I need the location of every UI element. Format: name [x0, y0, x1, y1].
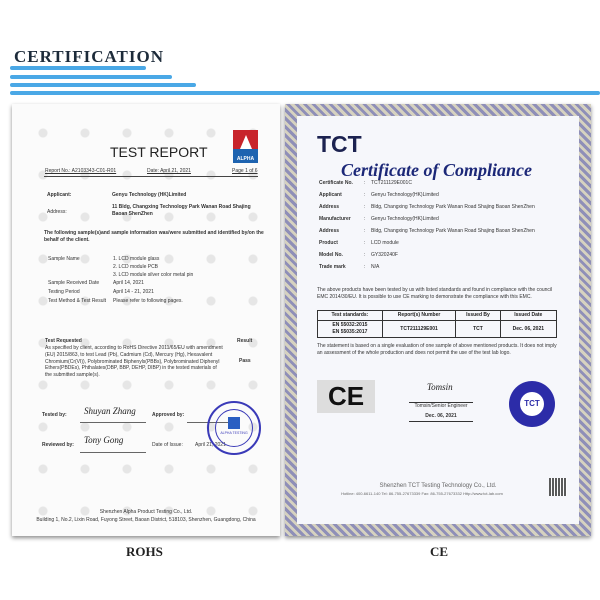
field-value: Genyu Technology(HK)Limited: [371, 216, 439, 222]
field-value: N/A: [371, 264, 380, 270]
ce-certificate: TCT Certificate of Compliance Certificate No. : TCT211129E001C Applicant : Genyu Technology(HK)Limited Address : Bldg, Changxing Technology Park Wanan Road Shajing Baoan ShenZhen Manufacturer : Genyu Technology(HK)Limited Address : Bldg, Changxing Technology Park Wanan Road Shajing Baoan ShenZhen Product : LCD module Model No. : GY320240F Trade mark : N/A The above products have been tested by us with listed standards and found in compliance with the council EMC 2014/30/EU. It is possible to use CE marking to demonstrate the compliance with this EMC. Test standards: Report(s) Number Issued By Issued Date EN 55032:2015 EN 55035:2017 TCT211129E001 TCT Dec. 06, 2021 The statement is based on a single evaluation of one sample of above mentioned products. It does not imply an assessment of the whole production and does not permit the use of the test lab logo. CE Tomsin Tomsin/Senior Engineer Dec. 06, 2021 TCT Shenzhen TCT Testing Technology Co., Ltd. Hotline: 400-6611-140 Tel: 86-755-27673339 Fax: 86-755-27673332 Http://www.tct-lab.com: [285, 104, 591, 536]
decorative-bar: [10, 66, 146, 70]
tct-seal: TCT: [509, 381, 555, 427]
field-value: Bldg, Changxing Technology Park Wanan Road Shajing Baoan ShenZhen: [371, 204, 535, 210]
alpha-logo: ALPHA: [233, 130, 258, 163]
tct-logo: TCT: [317, 131, 362, 157]
field-label: Trade mark: [319, 264, 346, 270]
field-colon: :: [364, 180, 366, 186]
field-colon: :: [364, 204, 366, 210]
decorative-bar: [10, 83, 196, 87]
field-colon: :: [364, 252, 366, 258]
qr-code: [549, 478, 567, 496]
field-value: TCT211129E001C: [371, 180, 412, 186]
standards-table: Test standards: Report(s) Number Issued By Issued Date EN 55032:2015 EN 55035:2017 TCT211129E001 TCT Dec. 06, 2021: [317, 310, 557, 338]
field-label: Applicant: [319, 192, 342, 198]
field-colon: :: [364, 264, 366, 270]
field-colon: :: [364, 192, 366, 198]
field-value: GY320240F: [371, 252, 398, 258]
field-label: Address: [319, 228, 340, 234]
field-label: Certificate No.: [319, 180, 353, 186]
alpha-stamp: ALPHA TESTING: [207, 401, 261, 455]
field-colon: :: [364, 228, 366, 234]
caption-ce: CE: [430, 544, 449, 559]
rohs-test-report: ALPHA TEST REPORT Report No.: A2103343-C01-R01 Date: April 21, 2021 Page 1 of 6 Applicant: Genyu Technology (HK)Limited Address: 11 Bldg, Changxing Technology Park Wanan Road Shajing Baoan ShenZhen The following sample(s)and sample information was/were submitted and identified by/on the behalf of the client. Sample Name 1. LCD module glass 2. LCD module PCB 3. LCD module silver color metal pin Sample Received Date April 14, 2021 Testing Period April 14 - 21, 2021 Test Method & Test Result Please refer to following pages. Test Requested Result As specified by client, according to RoHS Directive 2011/65/EU with amendment (EU) 2015/863, to test Lead (Pb), Cadmium (Cd), Mercury (Hg), Hexavalent Chromium(Cr(VI)), Polybrominated Biphenyls(PBBs), Polybrominated Diphenyl Ethers(PBDEs), Phthalates(DBP, BBP, DEHP, DIBP) in the tested materials of the submitted sample(s). Pass Tested by: Shuyan Zhang Approved by: Reviewed by: Tony Gong Date of Issue: April 21, 2021 ALPHA TESTING Shenzhen Alpha Product Testing Co., Ltd. Building 1, No.2, Lixin Road, Fuyong Street, Baoan District, 518103, Shenzhen, Guangdong, China: [12, 104, 280, 536]
certificate-title: Certificate of Compliance: [341, 160, 532, 180]
field-label: Address: [319, 204, 340, 210]
caption-rohs: ROHS: [126, 544, 163, 559]
field-colon: :: [364, 216, 366, 222]
engineer-signature: Tomsin: [427, 382, 453, 392]
tested-by-signature: Shuyan Zhang: [84, 406, 136, 416]
decorative-bar: [10, 75, 172, 79]
field-value: Bldg, Changxing Technology Park Wanan Road Shajing Baoan ShenZhen: [371, 228, 535, 234]
field-value: LCD module: [371, 240, 399, 246]
decorative-bar: [10, 91, 600, 95]
field-colon: :: [364, 240, 366, 246]
field-label: Model No.: [319, 252, 343, 258]
section-heading: CERTIFICATION: [14, 47, 164, 66]
field-label: Product: [319, 240, 338, 246]
ce-mark: CE: [317, 380, 375, 413]
field-value: Genyu Technology(HK)Limited: [371, 192, 439, 198]
report-title: TEST REPORT: [110, 144, 208, 160]
reviewed-by-signature: Tony Gong: [84, 435, 124, 445]
field-label: Manufacturer: [319, 216, 351, 222]
